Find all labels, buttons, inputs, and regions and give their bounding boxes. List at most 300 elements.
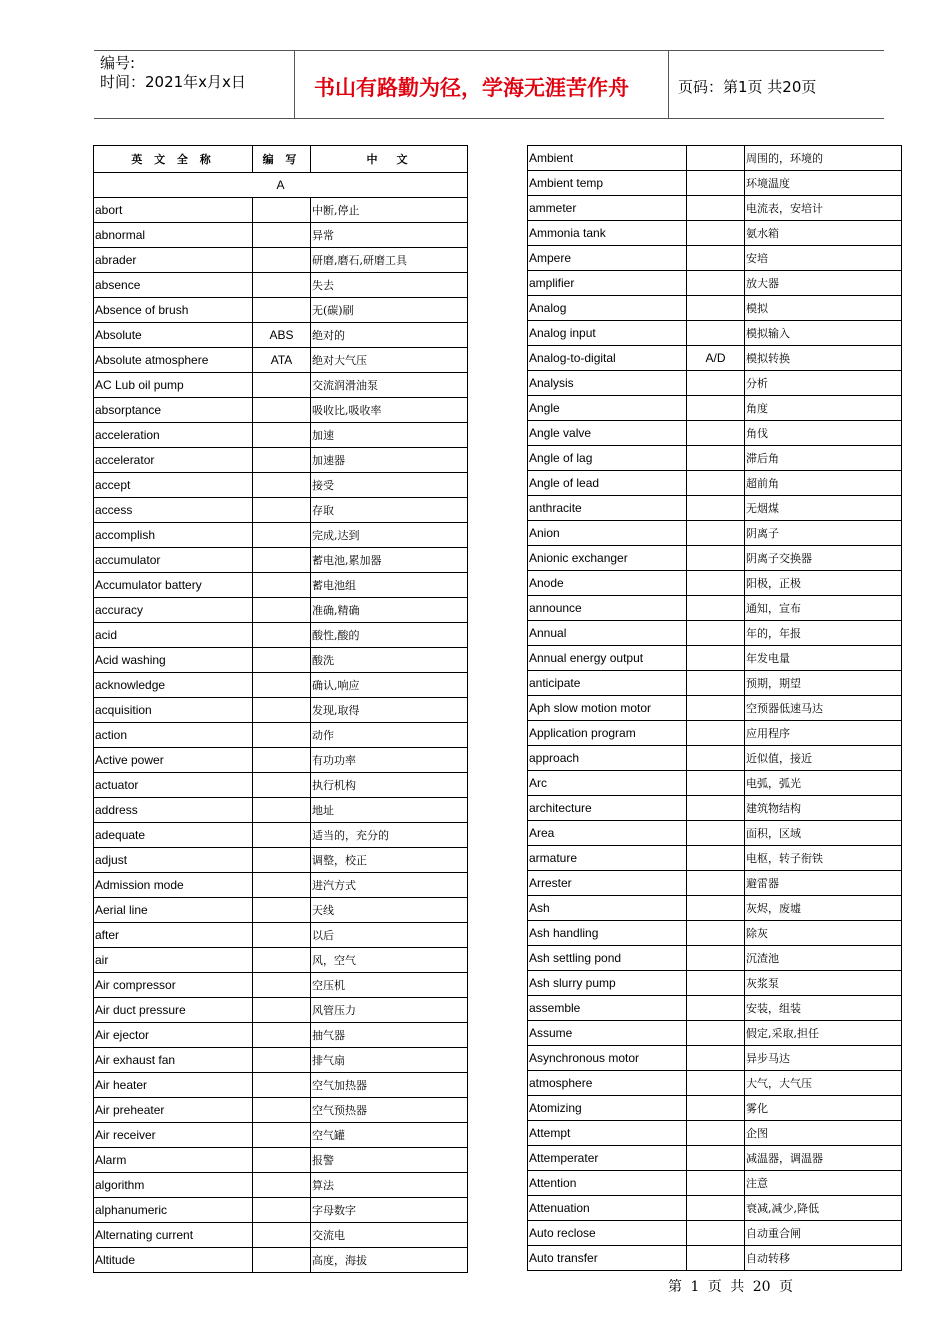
term-chinese: 空压机 [311,973,468,998]
term-chinese: 失去 [311,273,468,298]
term-chinese: 加速 [311,423,468,448]
term-english: algorithm [94,1173,253,1198]
term-abbr [253,973,311,998]
term-chinese: 发现,取得 [311,698,468,723]
table-row [528,171,902,196]
table-row [528,1121,902,1146]
term-abbr [687,1071,745,1096]
table-row [528,921,902,946]
table-row [94,1123,468,1148]
section-letter: A [94,173,468,198]
term-english: Anionic exchanger [528,546,687,571]
term-chinese: 企图 [745,1121,902,1146]
term-english: accomplish [94,523,253,548]
term-abbr [253,498,311,523]
term-english: Angle valve [528,421,687,446]
term-chinese: 大气，大气压 [745,1071,902,1096]
term-chinese: 通知，宣布 [745,596,902,621]
term-english: Analog-to-digital [528,346,687,371]
term-abbr [253,423,311,448]
table-row [94,1098,468,1123]
table-row [528,271,902,296]
term-chinese: 存取 [311,498,468,523]
term-english: Ampere [528,246,687,271]
table-row [94,348,468,373]
term-chinese: 算法 [311,1173,468,1198]
term-chinese: 年发电量 [745,646,902,671]
table-row [528,1071,902,1096]
term-chinese: 有功功率 [311,748,468,773]
term-english: Ash settling pond [528,946,687,971]
column-header-abbr: 编 写 [253,146,311,173]
header-divider [668,51,669,118]
term-abbr [687,546,745,571]
term-english: Absolute [94,323,253,348]
term-chinese: 确认,响应 [311,673,468,698]
table-row [528,521,902,546]
term-abbr [687,1246,745,1271]
term-abbr [687,471,745,496]
term-chinese: 吸收比,吸收率 [311,398,468,423]
term-abbr [253,748,311,773]
table-row [94,273,468,298]
term-chinese: 雾化 [745,1096,902,1121]
term-chinese: 接受 [311,473,468,498]
term-abbr [687,621,745,646]
term-abbr [253,223,311,248]
term-chinese: 绝对大气压 [311,348,468,373]
table-row [528,696,902,721]
table-row [94,848,468,873]
table-row [528,996,902,1021]
term-abbr: A/D [687,346,745,371]
table-row [528,871,902,896]
table-row [94,373,468,398]
term-chinese: 天线 [311,898,468,923]
table-row [528,1021,902,1046]
table-row [528,646,902,671]
table-row [528,621,902,646]
term-abbr [253,898,311,923]
term-english: ammeter [528,196,687,221]
term-chinese: 分析 [745,371,902,396]
page-footer: 第 1 页 共 20 页 [668,1279,793,1295]
term-english: Assume [528,1021,687,1046]
term-chinese: 阴离子交换器 [745,546,902,571]
table-row [94,948,468,973]
term-chinese: 阴离子 [745,521,902,546]
term-abbr [253,848,311,873]
term-abbr [687,971,745,996]
term-chinese: 排气扇 [311,1048,468,1073]
table-row [94,398,468,423]
term-abbr [253,1098,311,1123]
term-abbr [687,521,745,546]
term-english: Alarm [94,1148,253,1173]
term-chinese: 预期，期望 [745,671,902,696]
term-english: assemble [528,996,687,1021]
term-chinese: 电枢，转子衔铁 [745,846,902,871]
term-abbr [687,896,745,921]
term-abbr [253,1198,311,1223]
table-row [528,1146,902,1171]
term-chinese: 字母数字 [311,1198,468,1223]
term-abbr [253,873,311,898]
term-english: Arc [528,771,687,796]
term-abbr [253,1123,311,1148]
term-english: atmosphere [528,1071,687,1096]
term-english: armature [528,846,687,871]
term-english: Angle of lag [528,446,687,471]
term-chinese: 放大器 [745,271,902,296]
term-english: Atomizing [528,1096,687,1121]
term-chinese: 高度，海拔 [311,1248,468,1273]
term-abbr [687,371,745,396]
table-header-row [94,146,468,173]
term-english: abrader [94,248,253,273]
table-row [94,1073,468,1098]
term-chinese: 近似值，接近 [745,746,902,771]
term-chinese: 滞后角 [745,446,902,471]
term-abbr [687,296,745,321]
term-abbr [687,396,745,421]
term-chinese: 调整，校正 [311,848,468,873]
table-row [528,146,902,171]
term-abbr [687,246,745,271]
table-row [94,198,468,223]
term-chinese: 空预器低速马达 [745,696,902,721]
term-english: Angle [528,396,687,421]
table-row [528,371,902,396]
term-abbr [687,1021,745,1046]
section-row [94,173,468,198]
term-english: adequate [94,823,253,848]
term-chinese: 环境温度 [745,171,902,196]
table-row [94,423,468,448]
term-chinese: 以后 [311,923,468,948]
table-row [528,946,902,971]
term-english: Anode [528,571,687,596]
term-english: Acid washing [94,648,253,673]
term-chinese: 灰烬，废墟 [745,896,902,921]
term-chinese: 角伐 [745,421,902,446]
term-chinese: 减温器，调温器 [745,1146,902,1171]
term-english: Attention [528,1171,687,1196]
term-english: Analysis [528,371,687,396]
term-chinese: 地址 [311,798,468,823]
term-abbr [253,1248,311,1273]
table-row [528,571,902,596]
table-row [94,1198,468,1223]
term-chinese: 异常 [311,223,468,248]
table-row [528,721,902,746]
term-english: Active power [94,748,253,773]
term-english: address [94,798,253,823]
term-abbr [687,446,745,471]
term-english: acid [94,623,253,648]
term-chinese: 安培 [745,246,902,271]
term-abbr [253,948,311,973]
term-chinese: 灰浆泵 [745,971,902,996]
term-english: amplifier [528,271,687,296]
term-chinese: 空气加热器 [311,1073,468,1098]
term-chinese: 空气罐 [311,1123,468,1148]
term-english: Ash slurry pump [528,971,687,996]
term-abbr [687,271,745,296]
term-chinese: 衰减,减少,降低 [745,1196,902,1221]
time-label: 时间：2021年x月x日 [100,73,246,91]
term-abbr [253,248,311,273]
term-abbr [253,398,311,423]
term-chinese: 除灰 [745,921,902,946]
term-english: accuracy [94,598,253,623]
table-row [528,496,902,521]
term-chinese: 自动重合闸 [745,1221,902,1246]
number-label: 编号: [100,54,136,72]
term-abbr: ATA [253,348,311,373]
table-row [528,396,902,421]
table-row [94,323,468,348]
term-chinese: 蓄电池,累加器 [311,548,468,573]
term-english: Arrester [528,871,687,896]
term-english: Accumulator battery [94,573,253,598]
term-abbr [687,1196,745,1221]
term-english: Area [528,821,687,846]
term-english: Auto reclose [528,1221,687,1246]
term-chinese: 年的，年报 [745,621,902,646]
term-chinese: 超前角 [745,471,902,496]
term-abbr [253,773,311,798]
table-row [528,846,902,871]
term-abbr [687,746,745,771]
term-english: action [94,723,253,748]
table-row [94,748,468,773]
term-chinese: 模拟转换 [745,346,902,371]
header-meta [100,54,246,92]
term-abbr [687,1221,745,1246]
term-chinese: 无烟煤 [745,496,902,521]
term-english: Attenuation [528,1196,687,1221]
glossary-table-right [527,145,902,1271]
table-row [528,296,902,321]
term-english: announce [528,596,687,621]
term-abbr [253,923,311,948]
term-chinese: 抽气器 [311,1023,468,1048]
table-row [528,771,902,796]
term-english: approach [528,746,687,771]
table-row [94,1023,468,1048]
term-abbr [253,798,311,823]
page-header [94,50,884,119]
column-header-english: 英 文 全 称 [94,146,253,173]
term-english: accelerator [94,448,253,473]
term-english: Application program [528,721,687,746]
table-row [528,196,902,221]
term-abbr [253,698,311,723]
term-abbr [253,1148,311,1173]
term-english: abnormal [94,223,253,248]
term-chinese: 空气预热器 [311,1098,468,1123]
term-english: anthracite [528,496,687,521]
term-chinese: 动作 [311,723,468,748]
table-row [528,1196,902,1221]
table-row [94,823,468,848]
term-english: Alternating current [94,1223,253,1248]
term-abbr [687,771,745,796]
table-row [94,573,468,598]
term-english: accumulator [94,548,253,573]
term-abbr [687,571,745,596]
term-abbr [253,823,311,848]
term-english: abort [94,198,253,223]
term-abbr [687,871,745,896]
term-chinese: 研磨,磨石,研磨工具 [311,248,468,273]
table-row [94,548,468,573]
term-chinese: 加速器 [311,448,468,473]
table-row [94,1048,468,1073]
term-chinese: 氨水箱 [745,221,902,246]
table-row [528,446,902,471]
table-row [94,873,468,898]
term-chinese: 适当的，充分的 [311,823,468,848]
table-row [94,998,468,1023]
term-abbr [253,1023,311,1048]
term-chinese: 异步马达 [745,1046,902,1071]
term-chinese: 沉渣池 [745,946,902,971]
table-row [94,498,468,523]
term-english: air [94,948,253,973]
term-english: access [94,498,253,523]
term-english: adjust [94,848,253,873]
term-chinese: 完成,达到 [311,523,468,548]
term-english: Analog [528,296,687,321]
term-english: Altitude [94,1248,253,1273]
term-abbr [687,996,745,1021]
term-english: acceleration [94,423,253,448]
term-abbr [253,573,311,598]
term-abbr [687,1046,745,1071]
term-abbr [687,196,745,221]
term-chinese: 注意 [745,1171,902,1196]
term-abbr [253,723,311,748]
term-english: after [94,923,253,948]
table-row [528,1246,902,1271]
table-row [528,321,902,346]
header-page-info: 页码：第1页 共20页 [678,78,817,96]
term-abbr: ABS [253,323,311,348]
term-english: Ash handling [528,921,687,946]
term-abbr [687,596,745,621]
term-english: Aph slow motion motor [528,696,687,721]
term-chinese: 酸性,酸的 [311,623,468,648]
term-chinese: 安装，组装 [745,996,902,1021]
table-row [94,898,468,923]
term-abbr [253,648,311,673]
term-abbr [687,1121,745,1146]
term-english: alphanumeric [94,1198,253,1223]
table-row [94,473,468,498]
term-chinese: 风，空气 [311,948,468,973]
term-chinese: 避雷器 [745,871,902,896]
term-abbr [253,198,311,223]
table-row [528,796,902,821]
term-abbr [687,821,745,846]
term-chinese: 电弧，弧光 [745,771,902,796]
table-row [528,471,902,496]
table-row [94,598,468,623]
term-chinese: 模拟 [745,296,902,321]
term-chinese: 交流润滑油泵 [311,373,468,398]
term-english: Ambient [528,146,687,171]
term-abbr [253,523,311,548]
term-english: absence [94,273,253,298]
term-abbr [687,1171,745,1196]
term-english: Air compressor [94,973,253,998]
term-chinese: 周围的，环境的 [745,146,902,171]
table-row [94,448,468,473]
term-abbr [253,448,311,473]
term-english: anticipate [528,671,687,696]
header-divider [294,51,295,118]
term-chinese: 假定,采取,担任 [745,1021,902,1046]
table-row [528,421,902,446]
table-row [528,971,902,996]
table-row [94,298,468,323]
term-english: Air duct pressure [94,998,253,1023]
term-english: Asynchronous motor [528,1046,687,1071]
table-row [528,821,902,846]
table-row [94,973,468,998]
table-row [94,1173,468,1198]
table-row [94,923,468,948]
term-chinese: 中断,停止 [311,198,468,223]
table-row [94,773,468,798]
term-abbr [687,221,745,246]
table-row [528,1221,902,1246]
term-english: accept [94,473,253,498]
table-row [528,896,902,921]
term-abbr [253,1223,311,1248]
term-abbr [253,1073,311,1098]
term-chinese: 交流电 [311,1223,468,1248]
term-english: actuator [94,773,253,798]
term-abbr [687,946,745,971]
term-abbr [687,1146,745,1171]
term-abbr [687,1096,745,1121]
column-header-chinese: 中 文 [311,146,468,173]
term-english: Ammonia tank [528,221,687,246]
table-row [528,746,902,771]
table-row [528,1046,902,1071]
table-row [94,723,468,748]
term-english: Air ejector [94,1023,253,1048]
term-english: Absolute atmosphere [94,348,253,373]
table-row [94,698,468,723]
term-english: Air heater [94,1073,253,1098]
term-abbr [687,796,745,821]
glossary-table-left [93,145,468,1273]
term-abbr [687,846,745,871]
term-english: Anion [528,521,687,546]
term-chinese: 进汽方式 [311,873,468,898]
term-chinese: 执行机构 [311,773,468,798]
term-abbr [687,721,745,746]
term-english: Angle of lead [528,471,687,496]
term-english: Ash [528,896,687,921]
term-abbr [253,673,311,698]
term-abbr [687,671,745,696]
term-chinese: 酸洗 [311,648,468,673]
